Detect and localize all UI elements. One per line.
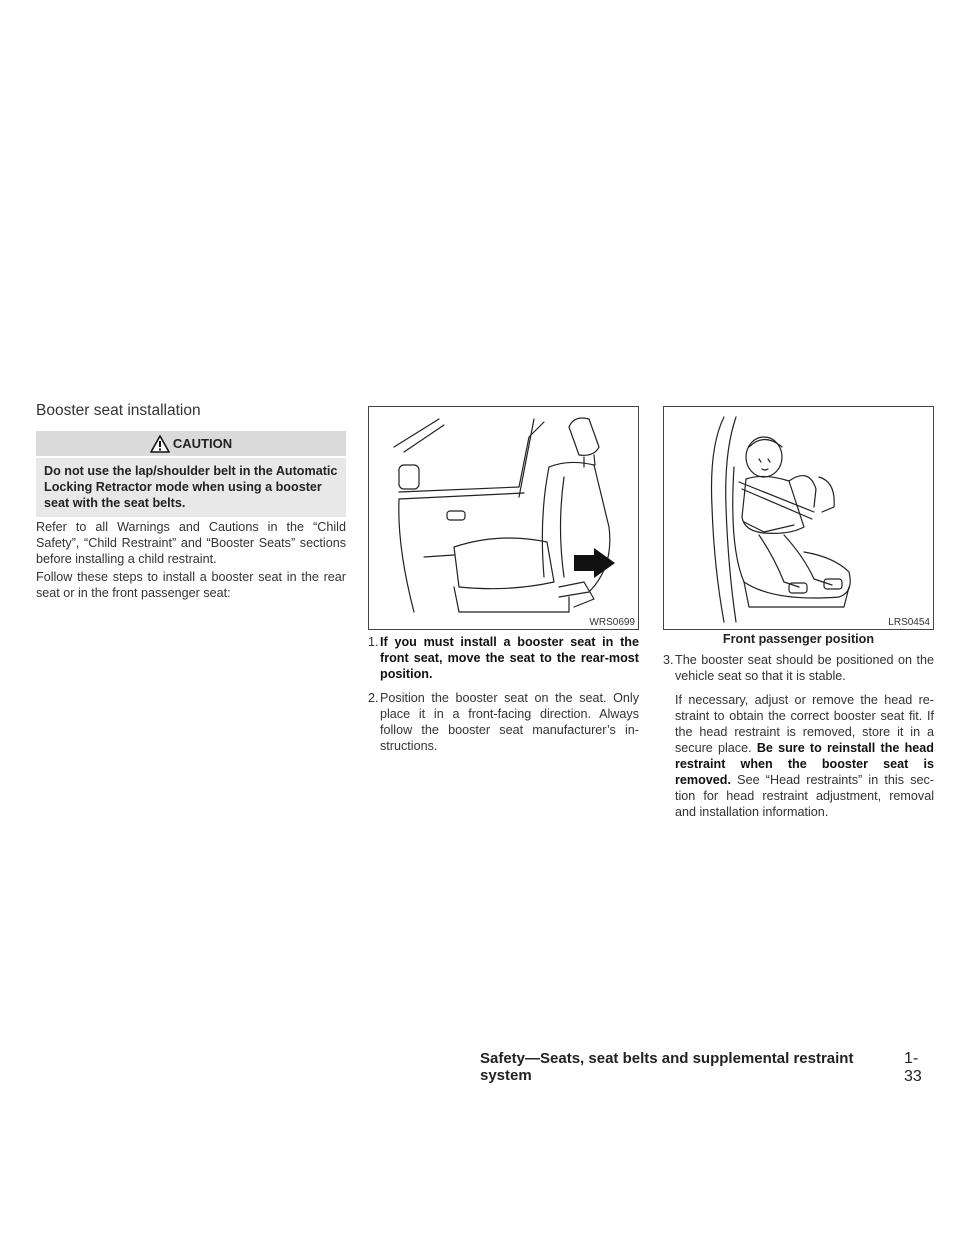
step-number: 1. <box>368 635 379 649</box>
warning-icon <box>150 435 170 453</box>
intro-paragraph: Refer to all Warnings and Cautions in the “Child Safety”, “Child Restraint” and “Booster Seats” sections before installing a child restraint. <box>36 520 346 566</box>
step-3-detail-emphasis: Be sure to reinstall the head restraint when the booster seat is removed. <box>675 741 934 787</box>
child-in-booster-seat-illustration-icon <box>664 407 934 630</box>
section-title: Booster seat installation <box>36 402 201 419</box>
figure-caption-front-passenger: Front passenger position <box>722 632 875 646</box>
vehicle-seat-illustration-icon <box>369 407 639 630</box>
step-number: 2. <box>368 691 379 705</box>
page-number: 1-33 <box>903 1050 922 1085</box>
figure-seat <box>368 406 639 630</box>
step-1 <box>368 634 639 682</box>
step-1-text: If you must install a booster seat in the front seat, move the seat to the rear-most position. <box>380 635 639 681</box>
caution-header <box>36 431 346 456</box>
chapter-title: Safety—Seats, seat belts and supplemental restraint system <box>480 1050 854 1084</box>
step-3 <box>663 652 934 684</box>
caution-label: CAUTION <box>172 436 233 451</box>
figure-code-wrs0699: WRS0699 <box>589 617 635 628</box>
figure-booster <box>663 406 934 630</box>
step-3-detail-text: If necessary, adjust or remove the head re-straint to obtain the correct booster seat fit. If the head restraint is removed, store it in a secure place. <box>675 693 934 755</box>
page-footer <box>480 1050 935 1086</box>
step-3-detail-reference: See “Head restraints” in this sec-tion for head restraint adjustment, removal and installation information. <box>675 773 934 819</box>
step-2 <box>368 690 639 754</box>
step-3-text: The booster seat should be positioned on the vehicle seat so that it is stable. <box>675 653 934 683</box>
step-number: 3. <box>663 653 674 667</box>
step-3-detail <box>675 692 934 820</box>
caution-text: Do not use the lap/shoulder belt in the Automatic Locking Retractor mode when using a booster seat with the seat belts. <box>36 458 346 517</box>
step-2-text: Position the booster seat on the seat. Only place it in a front-facing direction. Always follow the booster seat manufacturer’s in-structions. <box>380 691 639 753</box>
steps-intro-paragraph: Follow these steps to install a booster seat in the rear seat or in the front passenger seat: <box>36 570 346 600</box>
figure-code-lrs0454: LRS0454 <box>888 617 930 628</box>
